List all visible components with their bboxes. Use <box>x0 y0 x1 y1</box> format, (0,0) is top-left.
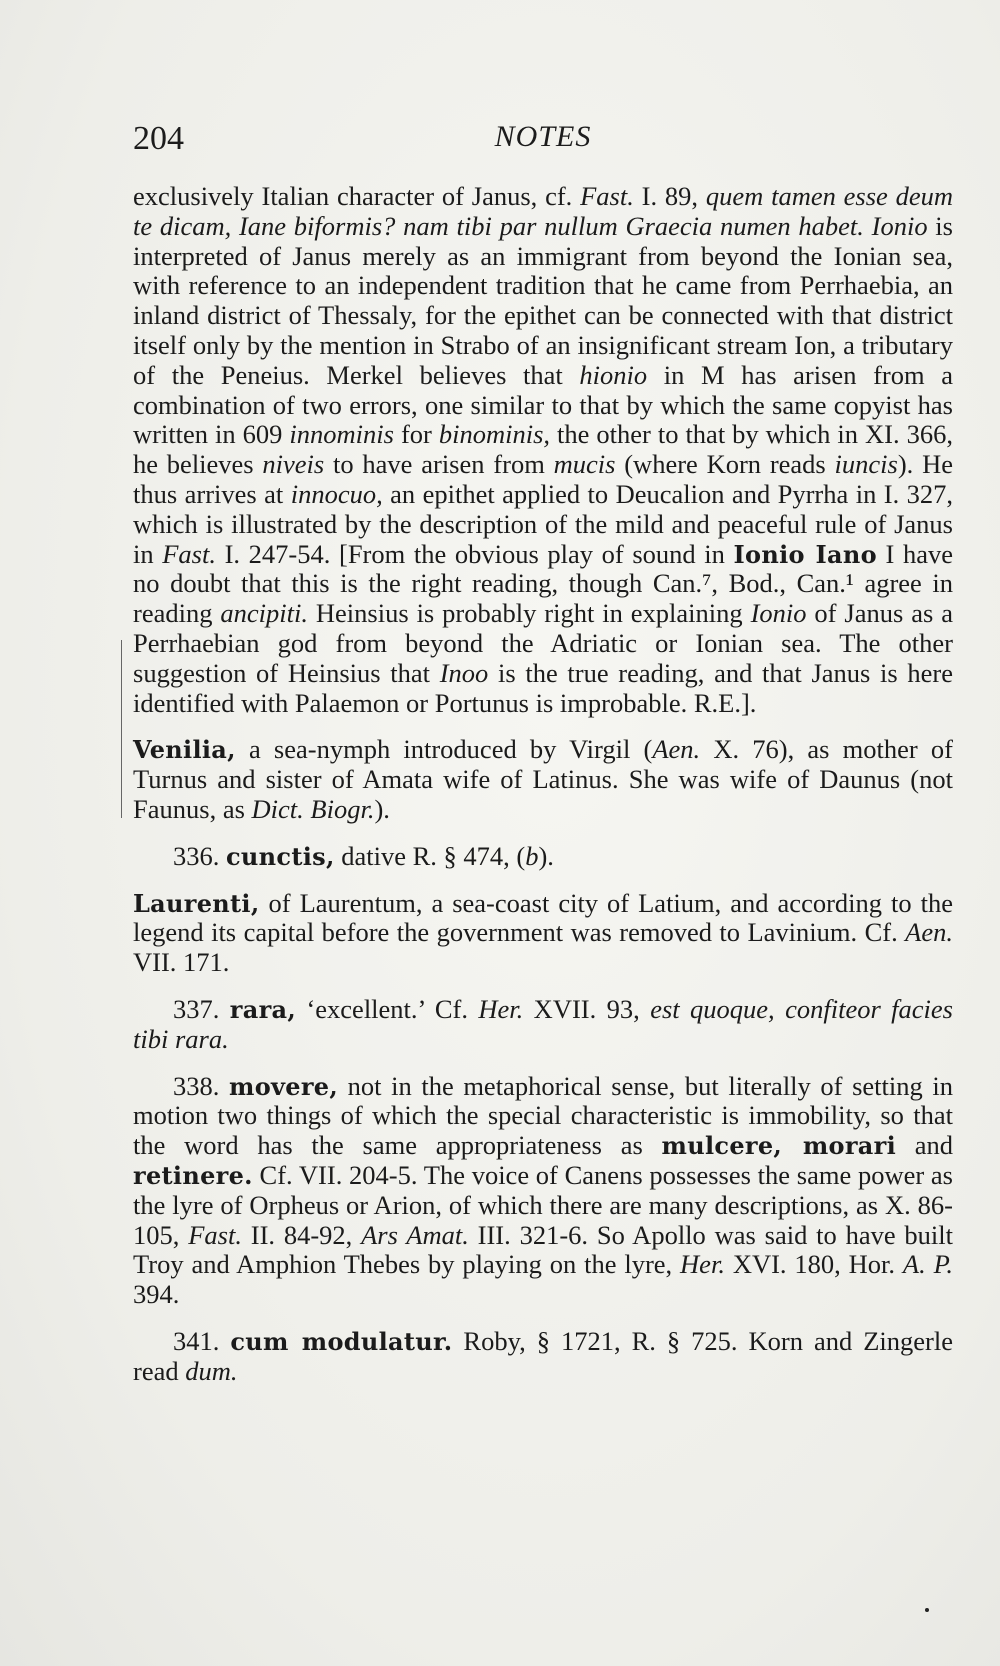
citation-italic: Aen. <box>905 917 953 948</box>
latin-quote: est quoque, confiteor facies tibi rara. <box>133 993 953 1054</box>
text-run: for <box>393 419 439 450</box>
text-run: the other to that by which in XI. 366, he believes <box>133 419 953 480</box>
latin-term: ancipiti. <box>220 598 308 629</box>
latin-term: niveis <box>262 449 325 480</box>
text-run: is the true reading, and that Janus is here identified with Palaemon or Portunus is improbable. R.E.]. <box>133 657 953 718</box>
text-run: of Laurentum, a sea-coast city of Latium, and according to the legend its capital before the government was removed to Lavinium. Cf. <box>133 887 953 948</box>
citation-italic: Ars Amat. <box>361 1219 469 1250</box>
text-run: XVI. 180, Hor. <box>724 1249 903 1280</box>
text-run: (where Korn reads <box>615 449 835 480</box>
note-paragraph <box>133 182 953 718</box>
text-run: ). <box>374 793 390 824</box>
lemma-bold: Venilia, <box>133 735 236 765</box>
page-header <box>133 120 953 170</box>
latin-term: innominis <box>289 419 394 450</box>
citation-italic: Her. <box>478 993 524 1024</box>
lemma-bold: Laurenti, <box>133 888 260 918</box>
text-run: VII. 171. <box>133 947 230 978</box>
text-run <box>864 211 872 241</box>
text-run: exclusively Italian character of Janus, cf. <box>133 181 581 211</box>
latin-term: dum. <box>185 1355 238 1386</box>
note-paragraph <box>133 1072 953 1310</box>
lemma-bold: movere, <box>229 1071 338 1101</box>
text-run: 394. <box>133 1279 180 1310</box>
note-paragraph <box>133 1327 953 1387</box>
latin-term: innocuo, <box>290 478 383 509</box>
text-run: of Janus as a Perrhaebian god from beyond the Adriatic or Ionian sea. The other suggestion of Heinsius that <box>133 598 953 688</box>
latin-term: Inoo <box>439 657 489 688</box>
text-run: I. 247-54. [From the obvious play of sound in <box>215 538 734 569</box>
lemma-bold: cunctis, <box>226 841 335 871</box>
note-paragraph <box>133 735 953 824</box>
lemma-bold: Ionio Iano <box>733 539 877 569</box>
line-number: 336. <box>173 840 226 871</box>
note-paragraph <box>133 842 953 872</box>
text-run: Cf. VII. 204-5. The voice of Canens possesses the same power as the lyre of Orpheus or Arion, of which there are many descriptions, as X. 86-105, <box>133 1159 953 1250</box>
line-number: 341. <box>173 1325 231 1356</box>
text-run: ). He thus arrives at <box>133 449 953 509</box>
text-run: Roby, § 1721, R. § 725. Korn and Zingerle read <box>133 1325 953 1386</box>
text-run: not in the metaphorical sense, but literally of setting in motion two things of which the special characteristic is immobility, so that the word has the same appropriateness as <box>133 1070 953 1161</box>
latin-quote: quem tamen esse deum te dicam, Iane biformis? nam tibi par nullum Graecia numen habet. <box>133 181 954 241</box>
text-run: to have arisen from <box>324 449 554 480</box>
text-run: ). <box>538 840 554 871</box>
citation-italic: Her. <box>680 1249 725 1280</box>
text-run: and <box>896 1130 954 1161</box>
citation-italic: Fast. <box>580 181 634 211</box>
text-run: a sea-nymph introduced by Virgil ( <box>235 734 653 765</box>
note-paragraph <box>133 995 953 1055</box>
text-run: XVII. 93, <box>523 993 651 1024</box>
text-run: an epithet applied to Deucalion and Pyrrha in I. 327, which is illustrated by the description of the mild and peaceful rule of Janus in <box>133 478 954 569</box>
lemma-bold: retinere. <box>133 1160 253 1190</box>
text-run: X. 76), as mother of Turnus and sister of Amata wife of Latinus. She was wife of Daunus (not Faunus, as <box>133 734 953 824</box>
line-number: 338. <box>173 1070 229 1101</box>
citation-italic: Fast. <box>188 1219 242 1250</box>
citation-italic: A. P. <box>902 1249 953 1280</box>
running-title: NOTES <box>494 120 592 153</box>
text-run: I have no doubt that this is the right reading, though Can.⁷, Bod., Can.¹ agree in reading <box>133 538 953 629</box>
citation-italic: Aen. <box>652 734 701 765</box>
margin-bracket-line <box>121 640 122 818</box>
text-run: II. 84-92, <box>241 1219 362 1250</box>
text-run: in M has arisen from a combination of two errors, one similar to that by which the same copyist has written in 609 <box>133 359 953 450</box>
citation-italic: Dict. Biogr. <box>251 793 375 824</box>
latin-term: Ionio <box>871 210 928 241</box>
page-number: 204 <box>133 120 184 157</box>
line-number: 337. <box>173 993 230 1024</box>
latin-term: mucis <box>553 449 616 480</box>
latin-term: binominis, <box>438 419 551 450</box>
latin-term: Ionio <box>750 598 807 629</box>
note-paragraph <box>133 889 953 978</box>
latin-term: iuncis <box>834 449 898 480</box>
lemma-bold: rara, <box>229 994 297 1024</box>
lemma-bold: cum modulatur. <box>230 1326 453 1356</box>
text-run: Heinsius is probably right in explaining <box>307 598 751 629</box>
text-run: dative R. § 474, ( <box>334 840 526 871</box>
text-run: is interpreted of Janus merely as an immigrant from beyond the Ionian sea, with reference to an independent tradition that he came from Perrhaebia, an inland district of Thessaly, for the epithet can be connected with that district itself only by the mention in Strabo of an insignificant stream Ion, a tributary of the Peneius. Merkel believes that <box>133 210 953 390</box>
text-run: I. 89, <box>633 181 706 211</box>
citation-italic: Fast. <box>162 538 216 569</box>
text-run: III. 321-6. So Apollo was said to have built Troy and Amphion Thebes by playing on the lyre, <box>133 1219 953 1280</box>
paper-speck <box>925 1608 929 1612</box>
lemma-bold: mulcere, morari <box>661 1131 896 1161</box>
text-run: ‘excellent.’ Cf. <box>296 993 479 1024</box>
latin-term: hionio <box>579 359 648 390</box>
page-body <box>133 182 953 1386</box>
latin-term: b <box>525 840 539 871</box>
